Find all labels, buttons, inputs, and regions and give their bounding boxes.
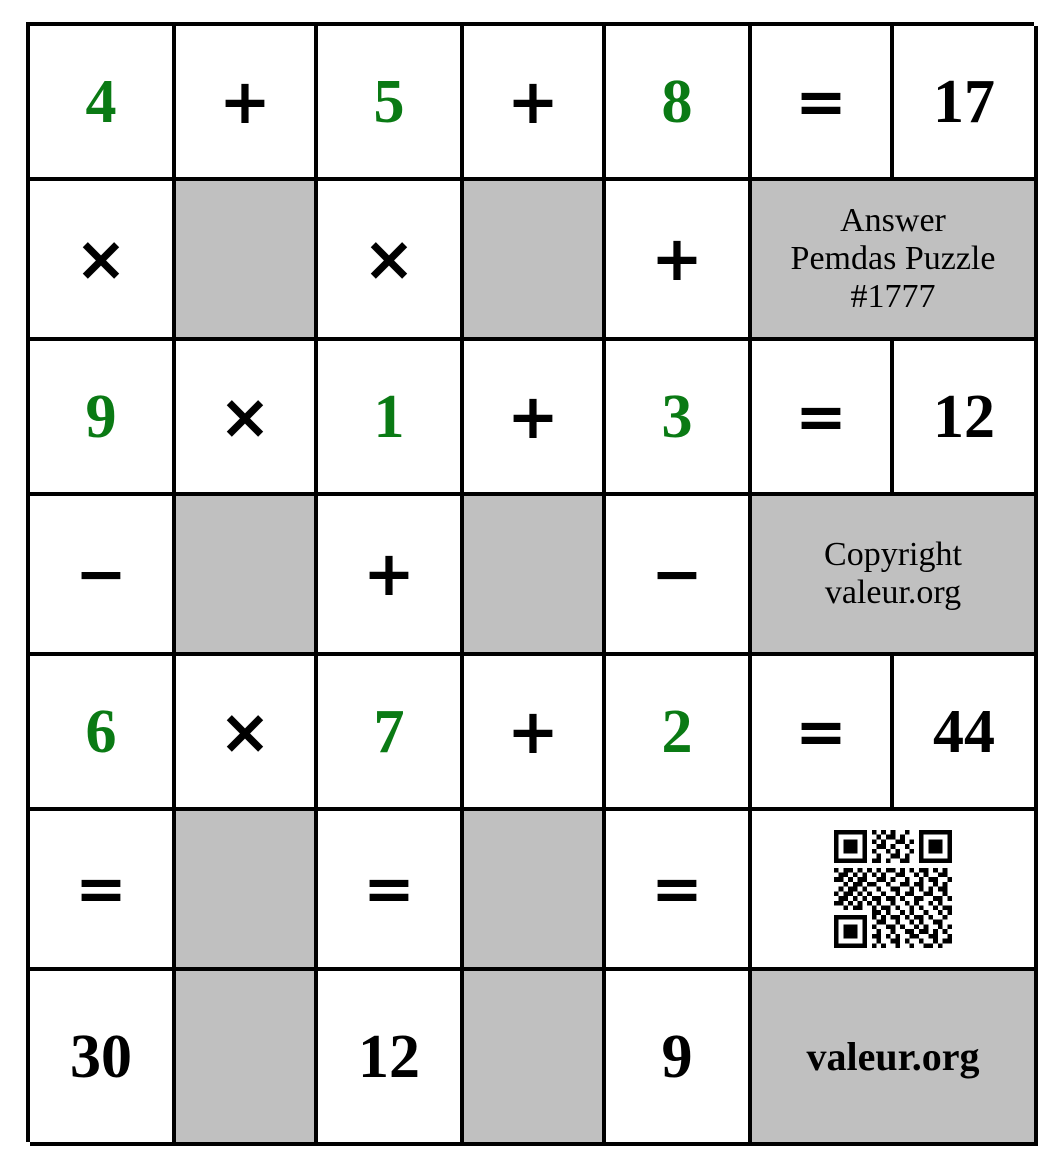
operator-symbol: × <box>219 694 271 768</box>
cell-r5c1 <box>30 656 176 811</box>
number-value: 3 <box>661 382 693 451</box>
operator-symbol: + <box>219 64 271 138</box>
cell-r7c1-column-result <box>30 971 176 1146</box>
cell-r1c5 <box>606 26 752 181</box>
pemdas-grid <box>26 22 1034 1142</box>
cell-r5c6-equals <box>752 656 894 811</box>
cell-r6c5 <box>606 811 752 971</box>
operator-symbol: × <box>219 379 271 453</box>
operator-symbol: × <box>363 222 415 295</box>
operator-symbol: × <box>75 222 127 295</box>
operator-symbol: − <box>75 537 127 610</box>
cell-r2c2-blank <box>176 181 318 341</box>
operator-symbol: + <box>363 537 415 610</box>
number-value: 5 <box>373 67 405 136</box>
number-value: 9 <box>85 382 117 451</box>
operator-symbol: − <box>651 537 703 610</box>
cell-r3c1 <box>30 341 176 496</box>
cell-r1c1 <box>30 26 176 181</box>
copyright-line1: Copyright <box>824 535 962 573</box>
cell-r1c4 <box>464 26 606 181</box>
cell-r3c2 <box>176 341 318 496</box>
equals-symbol: = <box>363 852 415 925</box>
cell-r4c5 <box>606 496 752 656</box>
brand-cell <box>752 971 1038 1146</box>
equals-symbol: = <box>795 694 847 768</box>
cell-r7c4-blank <box>464 971 606 1146</box>
cell-r5c5 <box>606 656 752 811</box>
copyright-note <box>752 496 1038 656</box>
cell-r4c2-blank <box>176 496 318 656</box>
cell-r1c6-equals <box>752 26 894 181</box>
cell-r1c7-result <box>894 26 1038 181</box>
column-result: 30 <box>70 1022 132 1091</box>
cell-r3c6-equals <box>752 341 894 496</box>
cell-r4c1 <box>30 496 176 656</box>
cell-r5c4 <box>464 656 606 811</box>
number-value: 4 <box>85 67 117 136</box>
cell-r4c3 <box>318 496 464 656</box>
row-result: 17 <box>933 67 995 136</box>
operator-symbol: + <box>507 64 559 138</box>
number-value: 6 <box>85 697 117 766</box>
operator-symbol: + <box>651 222 703 295</box>
cell-r3c5 <box>606 341 752 496</box>
equals-symbol: = <box>795 64 847 138</box>
column-result: 9 <box>661 1022 693 1091</box>
cell-r2c1 <box>30 181 176 341</box>
qr-code-icon <box>834 830 952 948</box>
cell-r6c2-blank <box>176 811 318 971</box>
cell-r5c2 <box>176 656 318 811</box>
cell-r2c4-blank <box>464 181 606 341</box>
cell-r3c3 <box>318 341 464 496</box>
answer-note-line1: Answer <box>840 201 946 239</box>
row-result: 44 <box>933 697 995 766</box>
cell-r7c5-column-result <box>606 971 752 1146</box>
cell-r6c1 <box>30 811 176 971</box>
number-value: 2 <box>661 697 693 766</box>
cell-r1c3 <box>318 26 464 181</box>
cell-r7c3-column-result <box>318 971 464 1146</box>
cell-r6c3 <box>318 811 464 971</box>
equals-symbol: = <box>651 852 703 925</box>
copyright-line2: valeur.org <box>824 574 962 611</box>
answer-note-line2: Pemdas Puzzle <box>790 239 996 277</box>
cell-r2c3 <box>318 181 464 341</box>
row-result: 12 <box>933 382 995 451</box>
column-result: 12 <box>358 1022 420 1091</box>
brand-label: valeur.org <box>806 1034 980 1079</box>
cell-r3c7-result <box>894 341 1038 496</box>
equals-symbol: = <box>795 379 847 453</box>
cell-r1c2 <box>176 26 318 181</box>
qr-code-cell <box>752 811 1038 971</box>
cell-r7c2-blank <box>176 971 318 1146</box>
number-value: 7 <box>373 697 405 766</box>
cell-r3c4 <box>464 341 606 496</box>
cell-r2c5 <box>606 181 752 341</box>
operator-symbol: + <box>507 694 559 768</box>
operator-symbol: + <box>507 379 559 453</box>
answer-note <box>752 181 1038 341</box>
cell-r6c4-blank <box>464 811 606 971</box>
cell-r4c4-blank <box>464 496 606 656</box>
answer-note-line3: #1777 <box>850 278 936 316</box>
number-value: 8 <box>661 67 693 136</box>
number-value: 1 <box>373 382 405 451</box>
equals-symbol: = <box>75 852 127 925</box>
cell-r5c7-result <box>894 656 1038 811</box>
cell-r5c3 <box>318 656 464 811</box>
